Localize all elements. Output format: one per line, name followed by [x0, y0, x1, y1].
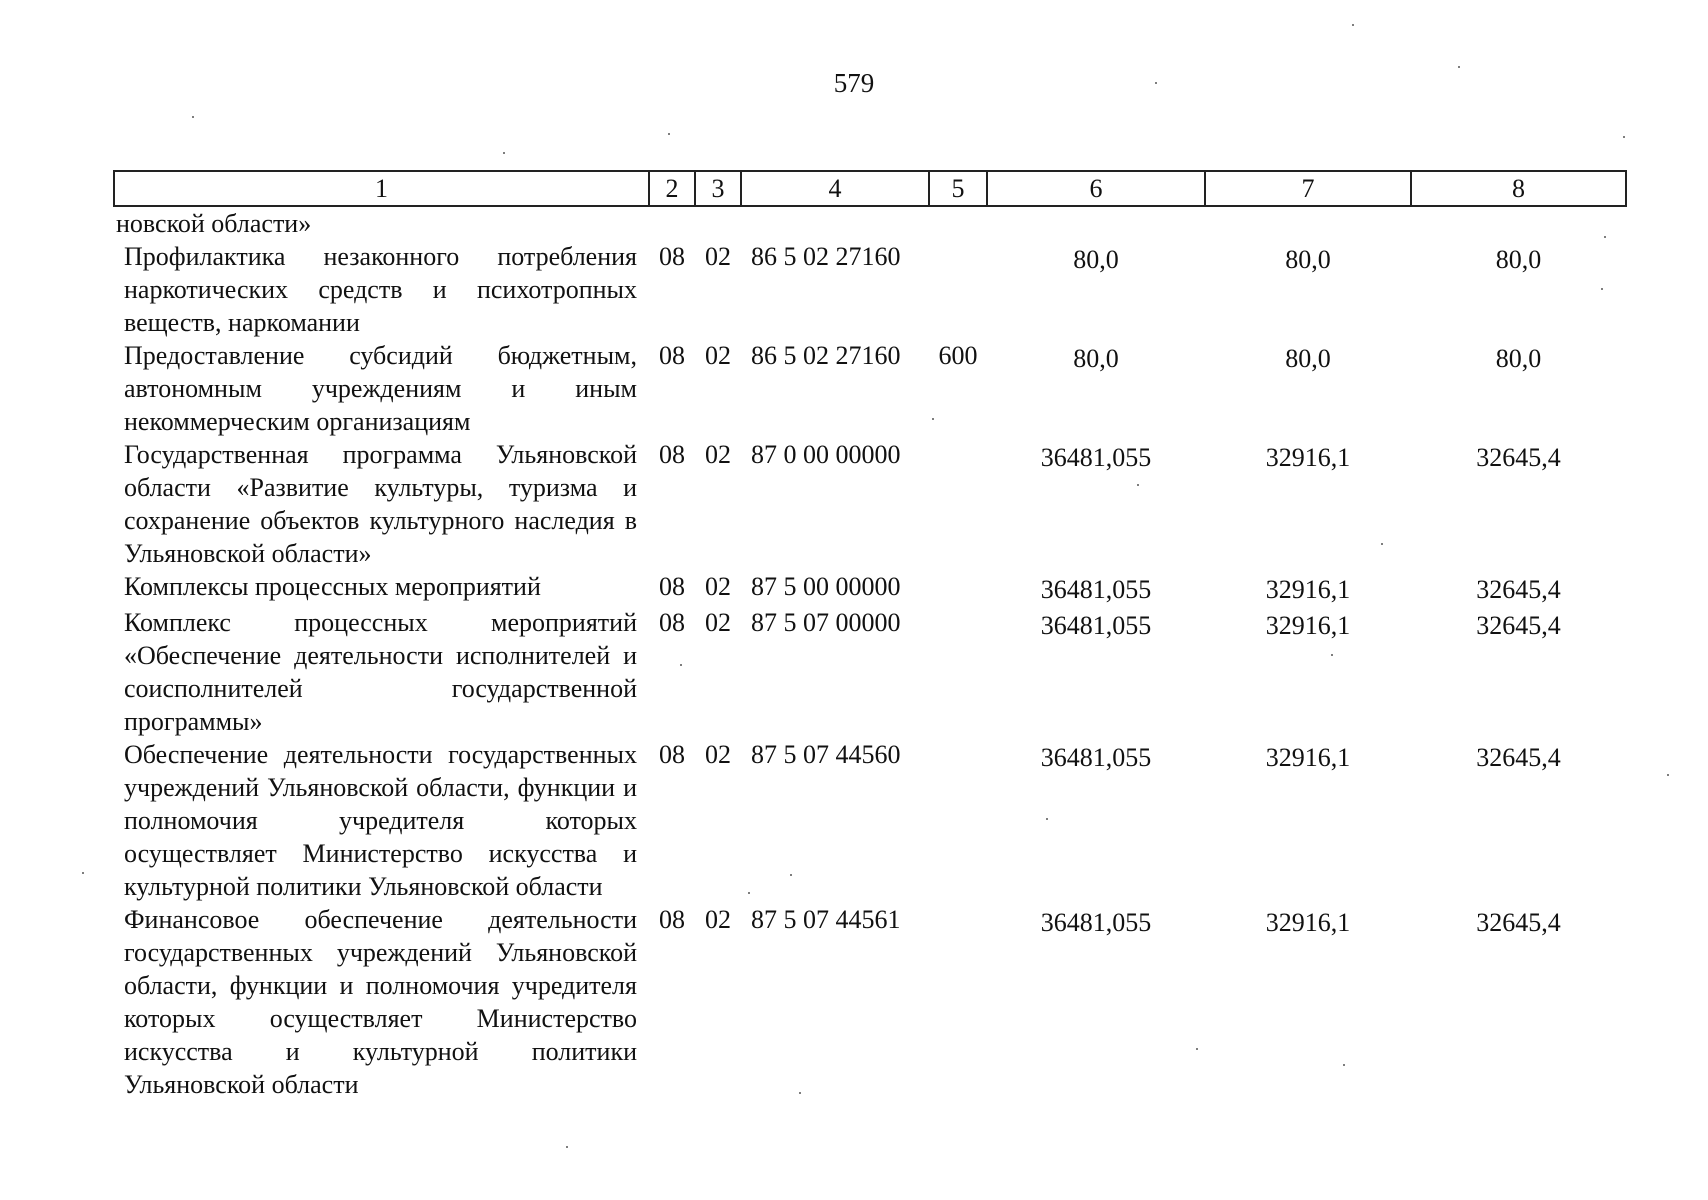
- row-value-7: [1205, 206, 1411, 240]
- scan-speck: [1381, 543, 1383, 545]
- scan-speck: [748, 892, 750, 894]
- row-value-8: [1411, 606, 1626, 738]
- scan-speck: [1137, 484, 1139, 486]
- scan-speck: [680, 664, 682, 666]
- row-value-6-text: 36481,055: [1040, 908, 1152, 937]
- row-value-7-text: 80,0: [1285, 344, 1331, 373]
- column-header-4: 4: [741, 171, 929, 206]
- row-subsection: 02: [705, 608, 731, 637]
- row-expense-type: [929, 738, 987, 903]
- row-value-6-text: 36481,055: [1040, 443, 1152, 472]
- scan-speck: [790, 874, 792, 876]
- row-target-article: [741, 206, 929, 240]
- row-expense-type: [929, 570, 987, 606]
- table-row: [114, 206, 1626, 240]
- row-value-6: [987, 738, 1205, 903]
- row-value-7-text: 32916,1: [1265, 611, 1351, 640]
- row-subsection: 02: [705, 341, 731, 370]
- page-number: 579: [833, 68, 875, 98]
- row-description: новской области»: [116, 209, 312, 238]
- table-row: [114, 903, 1626, 1101]
- scan-speck: [668, 133, 670, 135]
- row-value-6-text: 36481,055: [1040, 575, 1152, 604]
- row-value-8: [1411, 206, 1626, 240]
- row-expense-type: [929, 240, 987, 339]
- row-target-article: 87 0 00 00000: [751, 440, 901, 469]
- header-row: [114, 171, 1626, 206]
- budget-table: [113, 170, 1627, 1101]
- scan-speck: [1458, 66, 1460, 68]
- scan-speck: [1155, 82, 1157, 84]
- scan-speck: [1196, 1048, 1198, 1050]
- row-value-6: [987, 438, 1205, 570]
- row-value-7: [1205, 738, 1411, 903]
- row-target-article: 87 5 07 44560: [751, 740, 901, 769]
- row-subsection: 02: [705, 440, 731, 469]
- row-value-7: [1205, 570, 1411, 606]
- row-section: 08: [659, 608, 685, 637]
- row-section: 08: [659, 440, 685, 469]
- row-value-8: [1411, 738, 1626, 903]
- row-subsection: 02: [705, 740, 731, 769]
- row-description: Государственная программа Ульяновской области «Развитие культуры, туризма и сохранение объектов культурного наследия в Ульяновской области»: [124, 440, 637, 568]
- row-value-7-text: 80,0: [1285, 245, 1331, 274]
- row-value-7: [1205, 339, 1411, 438]
- scan-speck: [1604, 236, 1606, 238]
- table-row: [114, 606, 1626, 738]
- row-target-article: 87 5 07 44561: [751, 905, 901, 934]
- scan-speck: [1331, 654, 1333, 656]
- row-description: Профилактика незаконного потребления наркотических средств и психотропных веществ, наркомании: [124, 242, 637, 337]
- table-body: [114, 206, 1626, 1101]
- row-value-6: [987, 240, 1205, 339]
- row-value-7: [1205, 438, 1411, 570]
- column-header-5: 5: [929, 171, 987, 206]
- scan-speck: [932, 418, 934, 420]
- table-row: [114, 438, 1626, 570]
- row-section: 08: [659, 341, 685, 370]
- row-section: [649, 206, 695, 240]
- scan-speck: [192, 116, 194, 118]
- row-description: Комплексы процессных мероприятий: [124, 572, 541, 601]
- scan-speck: [1352, 24, 1354, 26]
- row-value-8-text: 32645,4: [1476, 743, 1561, 772]
- scan-speck: [1667, 774, 1669, 776]
- column-header-2: 2: [649, 171, 695, 206]
- table-row: [114, 738, 1626, 903]
- row-target-article: 87 5 07 00000: [751, 608, 901, 637]
- row-value-7-text: 32916,1: [1265, 743, 1351, 772]
- row-value-6-text: 36481,055: [1040, 743, 1152, 772]
- row-value-8: [1411, 570, 1626, 606]
- row-value-7-text: [1205, 207, 1411, 210]
- row-description: Комплекс процессных мероприятий «Обеспечение деятельности исполнителей и соисполнителей государственной программы»: [124, 608, 637, 736]
- row-value-8-text: 32645,4: [1476, 908, 1561, 937]
- scan-speck: [82, 872, 84, 874]
- row-value-6-text: 80,0: [1073, 344, 1119, 373]
- scan-speck: [503, 152, 505, 154]
- row-expense-type: 600: [938, 341, 978, 370]
- column-header-6: 6: [987, 171, 1205, 206]
- row-value-8-text: [1411, 207, 1626, 210]
- scan-speck: [1601, 288, 1603, 290]
- scan-speck: [566, 1146, 568, 1148]
- row-subsection: [695, 206, 741, 240]
- row-value-7-text: 32916,1: [1265, 443, 1351, 472]
- row-value-8: [1411, 903, 1626, 1101]
- row-value-7-text: 32916,1: [1265, 575, 1351, 604]
- row-section: 08: [659, 905, 685, 934]
- row-value-8-text: 80,0: [1495, 344, 1542, 373]
- row-value-6-text: [987, 207, 1205, 210]
- row-value-6: [987, 206, 1205, 240]
- row-description: Обеспечение деятельности государственных учреждений Ульяновской области, функции и полномочия учредителя которых осуществляет Министерство искусства и культурной политики Ульяновской области: [124, 740, 637, 901]
- row-value-7: [1205, 606, 1411, 738]
- row-section: 08: [659, 572, 685, 601]
- table-row: [114, 570, 1626, 606]
- row-expense-type: [929, 606, 987, 738]
- row-value-7: [1205, 903, 1411, 1101]
- row-section: 08: [659, 242, 685, 271]
- row-value-8-text: 32645,4: [1476, 443, 1561, 472]
- row-target-article: 87 5 00 00000: [751, 572, 901, 601]
- column-header-1: 1: [114, 171, 649, 206]
- row-target-article: 86 5 02 27160: [751, 242, 901, 271]
- row-value-6-text: 36481,055: [1040, 611, 1152, 640]
- row-target-article: 86 5 02 27160: [751, 341, 901, 370]
- row-value-7: [1205, 240, 1411, 339]
- row-subsection: 02: [705, 242, 731, 271]
- table-header: [114, 171, 1626, 206]
- row-value-8: [1411, 339, 1626, 438]
- row-subsection: 02: [705, 905, 731, 934]
- table-row: [114, 240, 1626, 339]
- scan-speck: [1046, 818, 1048, 820]
- scan-speck: [1343, 1064, 1345, 1066]
- row-value-7-text: 32916,1: [1265, 908, 1351, 937]
- row-description: Финансовое обеспечение деятельности государственных учреждений Ульяновской области, функции и полномочия учредителя которых осуществляет Министерство искусства и культурной политики Ульяновской области: [124, 905, 637, 1099]
- scan-speck: [799, 1092, 801, 1094]
- row-value-6: [987, 339, 1205, 438]
- column-header-3: 3: [695, 171, 741, 206]
- row-expense-type: [929, 903, 987, 1101]
- row-value-6: [987, 903, 1205, 1101]
- scan-speck: [1623, 136, 1625, 138]
- row-value-8-text: 32645,4: [1476, 575, 1561, 604]
- row-value-8: [1411, 438, 1626, 570]
- row-value-8: [1411, 240, 1626, 339]
- column-header-8: 8: [1411, 171, 1626, 206]
- row-expense-type: [929, 438, 987, 570]
- row-description: Предоставление субсидий бюджетным, автономным учреждениям и иным некоммерческим организациям: [124, 341, 637, 436]
- table-row: [114, 339, 1626, 438]
- row-value-8-text: 80,0: [1495, 245, 1542, 274]
- row-subsection: 02: [705, 572, 731, 601]
- row-expense-type: [929, 206, 987, 240]
- row-value-6-text: 80,0: [1073, 245, 1119, 274]
- column-header-7: 7: [1205, 171, 1411, 206]
- row-section: 08: [659, 740, 685, 769]
- row-value-6: [987, 606, 1205, 738]
- row-value-6: [987, 570, 1205, 606]
- row-value-8-text: 32645,4: [1476, 611, 1561, 640]
